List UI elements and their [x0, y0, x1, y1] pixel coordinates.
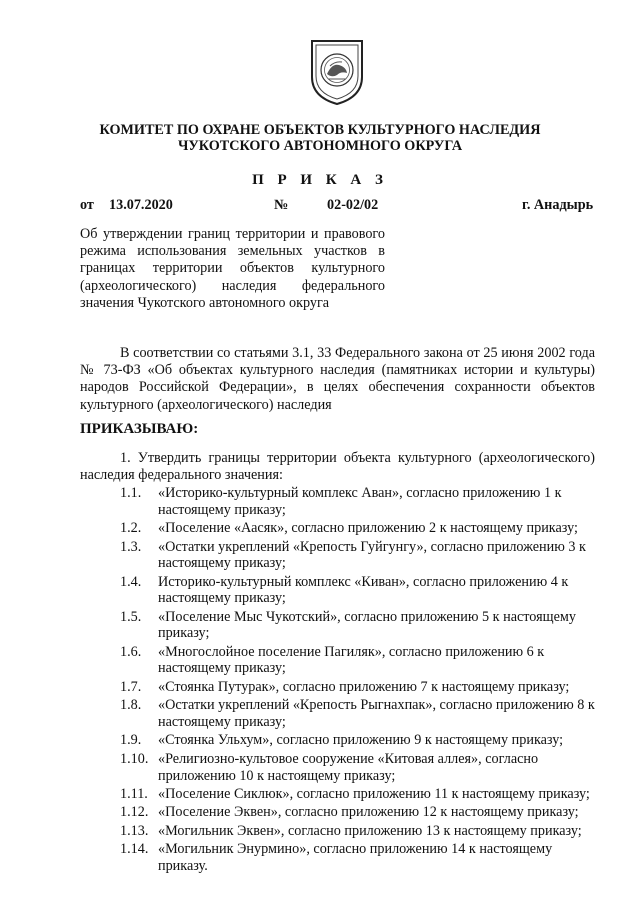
list-item	[120, 679, 600, 696]
list-item-text	[158, 841, 600, 874]
org-name-line1: КОМИТЕТ ПО ОХРАНЕ ОБЪЕКТОВ КУЛЬТУРНОГО НАСЛЕДИЯ	[99, 122, 541, 138]
number-sign: №	[274, 197, 289, 213]
document-city: г. Анадырь	[522, 197, 594, 213]
list-item-text	[158, 804, 600, 821]
list-item-text	[158, 520, 600, 537]
list-item-text	[158, 574, 600, 607]
list-item-text	[158, 732, 600, 749]
list-item-line: настоящему приказу;	[158, 713, 286, 730]
list-item-line: «Стоянка Ульхум», согласно приложению 9 к настоящему приказу;	[158, 732, 564, 749]
list-item-line: приложению 10 к настоящему приказу;	[158, 767, 396, 784]
list-item-line: «Многослойное поселение Пагиляк», согласно приложению 6 к	[158, 643, 545, 660]
list-item-line: приказу;	[158, 625, 210, 642]
list-item	[120, 609, 600, 642]
list-item-number: 1.11.	[120, 786, 148, 802]
list-item-number: 1.6.	[120, 643, 142, 660]
list-item-line: «Религиозно-культовое сооружение «Китовая аллея», согласно	[158, 750, 539, 767]
subject-line: границах территории объектов культурного	[80, 260, 385, 277]
list-item	[120, 841, 600, 874]
item-1-line: наследия федерального значения:	[80, 467, 283, 484]
list-item-line: «Остатки укреплений «Крепость Рыгнахпак», согласно приложению 8 к	[158, 697, 595, 714]
list-item-number: 1.12.	[120, 804, 149, 821]
list-item	[120, 697, 600, 730]
preamble-line: народов Российской Федерации», в целях обеспечения сохранности объектов	[80, 379, 595, 396]
order-heading: ПРИКАЗЫВАЮ:	[80, 421, 199, 437]
preamble-line: культурного (археологического) наследия	[80, 396, 332, 413]
list-item-number: 1.13.	[120, 822, 149, 839]
list-item-number: 1.3.	[120, 538, 142, 555]
list-item-line: «Могильник Энурмино», согласно приложению 14 к настоящему	[158, 841, 553, 858]
preamble-paragraph	[80, 345, 595, 414]
document-type-title: П Р И К А З	[252, 172, 388, 188]
subitem-list	[120, 485, 600, 877]
list-item-text	[158, 697, 600, 730]
list-item-line: «Поселение Эквен», согласно приложению 12 к настоящему приказу;	[158, 804, 579, 821]
list-item	[120, 823, 600, 840]
list-item-line: настоящему приказу;	[158, 660, 286, 677]
list-item-line: настоящему приказу;	[158, 555, 286, 572]
list-item-text	[158, 609, 600, 642]
list-item	[120, 644, 600, 677]
list-item-text	[158, 644, 600, 677]
preamble-line: В соответствии со статьями 3.1, 33 Федерального закона от 25 июня 2002 года	[120, 345, 595, 361]
list-item-number: 1.5.	[120, 608, 142, 625]
list-item	[120, 732, 600, 749]
list-item-line: «Стоянка Путурак», согласно приложению 7 к настоящему приказу;	[158, 678, 570, 695]
list-item-text	[158, 485, 600, 518]
document-number: 02-02/02	[327, 197, 379, 213]
list-item	[120, 520, 600, 537]
list-item-number: 1.8.	[120, 697, 142, 714]
list-item-number: 1.1.	[120, 485, 142, 501]
preamble-line: № 73-ФЗ «Об объектах культурного наследия (памятниках истории и культуры)	[80, 362, 595, 379]
list-item-line: «Историко-культурный комплекс Аван», согласно приложению 1 к	[158, 485, 562, 501]
list-item-text	[158, 823, 600, 840]
order-item-1	[80, 450, 595, 484]
list-item-line: «Остатки укреплений «Крепость Гуйгунгу», согласно приложению 3 к	[158, 538, 586, 555]
list-item-text	[158, 751, 600, 784]
document-date: 13.07.2020	[109, 197, 173, 213]
list-item-line: «Поселение Сиклюк», согласно приложению 11 к настоящему приказу;	[158, 786, 590, 802]
list-item	[120, 786, 600, 803]
date-prefix: от	[80, 197, 94, 213]
list-item	[120, 485, 600, 518]
list-item-line: настоящему приказу;	[158, 590, 286, 607]
list-item	[120, 539, 600, 572]
list-item-number: 1.4.	[120, 573, 142, 590]
list-item-line: приказу.	[158, 858, 208, 875]
list-item-text	[158, 679, 600, 696]
subject-line: (археологического) наследия федерального	[80, 277, 385, 294]
document-subject	[80, 226, 385, 312]
list-item-line: «Поселение Мыс Чукотский», согласно приложению 5 к настоящему	[158, 608, 576, 625]
list-item-line: настоящему приказу;	[158, 501, 286, 518]
list-item	[120, 574, 600, 607]
org-name-line2: ЧУКОТСКОГО АВТОНОМНОГО ОКРУГА	[177, 138, 463, 154]
list-item-text	[158, 786, 600, 803]
list-item-line: Историко-культурный комплекс «Киван», согласно приложению 4 к	[158, 573, 569, 590]
list-item-line: «Поселение «Аасяк», согласно приложению 2 к настоящему приказу;	[158, 520, 578, 537]
list-item-number: 1.7.	[120, 678, 142, 695]
list-item	[120, 751, 600, 784]
list-item-number: 1.9.	[120, 732, 142, 749]
subject-line: Об утверждении границ территории и правового	[80, 226, 385, 242]
list-item-line: «Могильник Эквен», согласно приложению 13 к настоящему приказу;	[158, 822, 582, 839]
subject-line: значения Чукотского автономного округа	[80, 294, 330, 311]
list-item-number: 1.10.	[120, 750, 149, 767]
coat-of-arms-emblem	[306, 37, 368, 107]
list-item-number: 1.2.	[120, 520, 142, 537]
list-item-number: 1.14.	[120, 841, 149, 858]
list-item-text	[158, 539, 600, 572]
list-item	[120, 804, 600, 821]
item-1-line: 1. Утвердить границы территории объекта культурного (археологического)	[120, 450, 595, 466]
subject-line: режима использования земельных участков в	[80, 243, 385, 260]
